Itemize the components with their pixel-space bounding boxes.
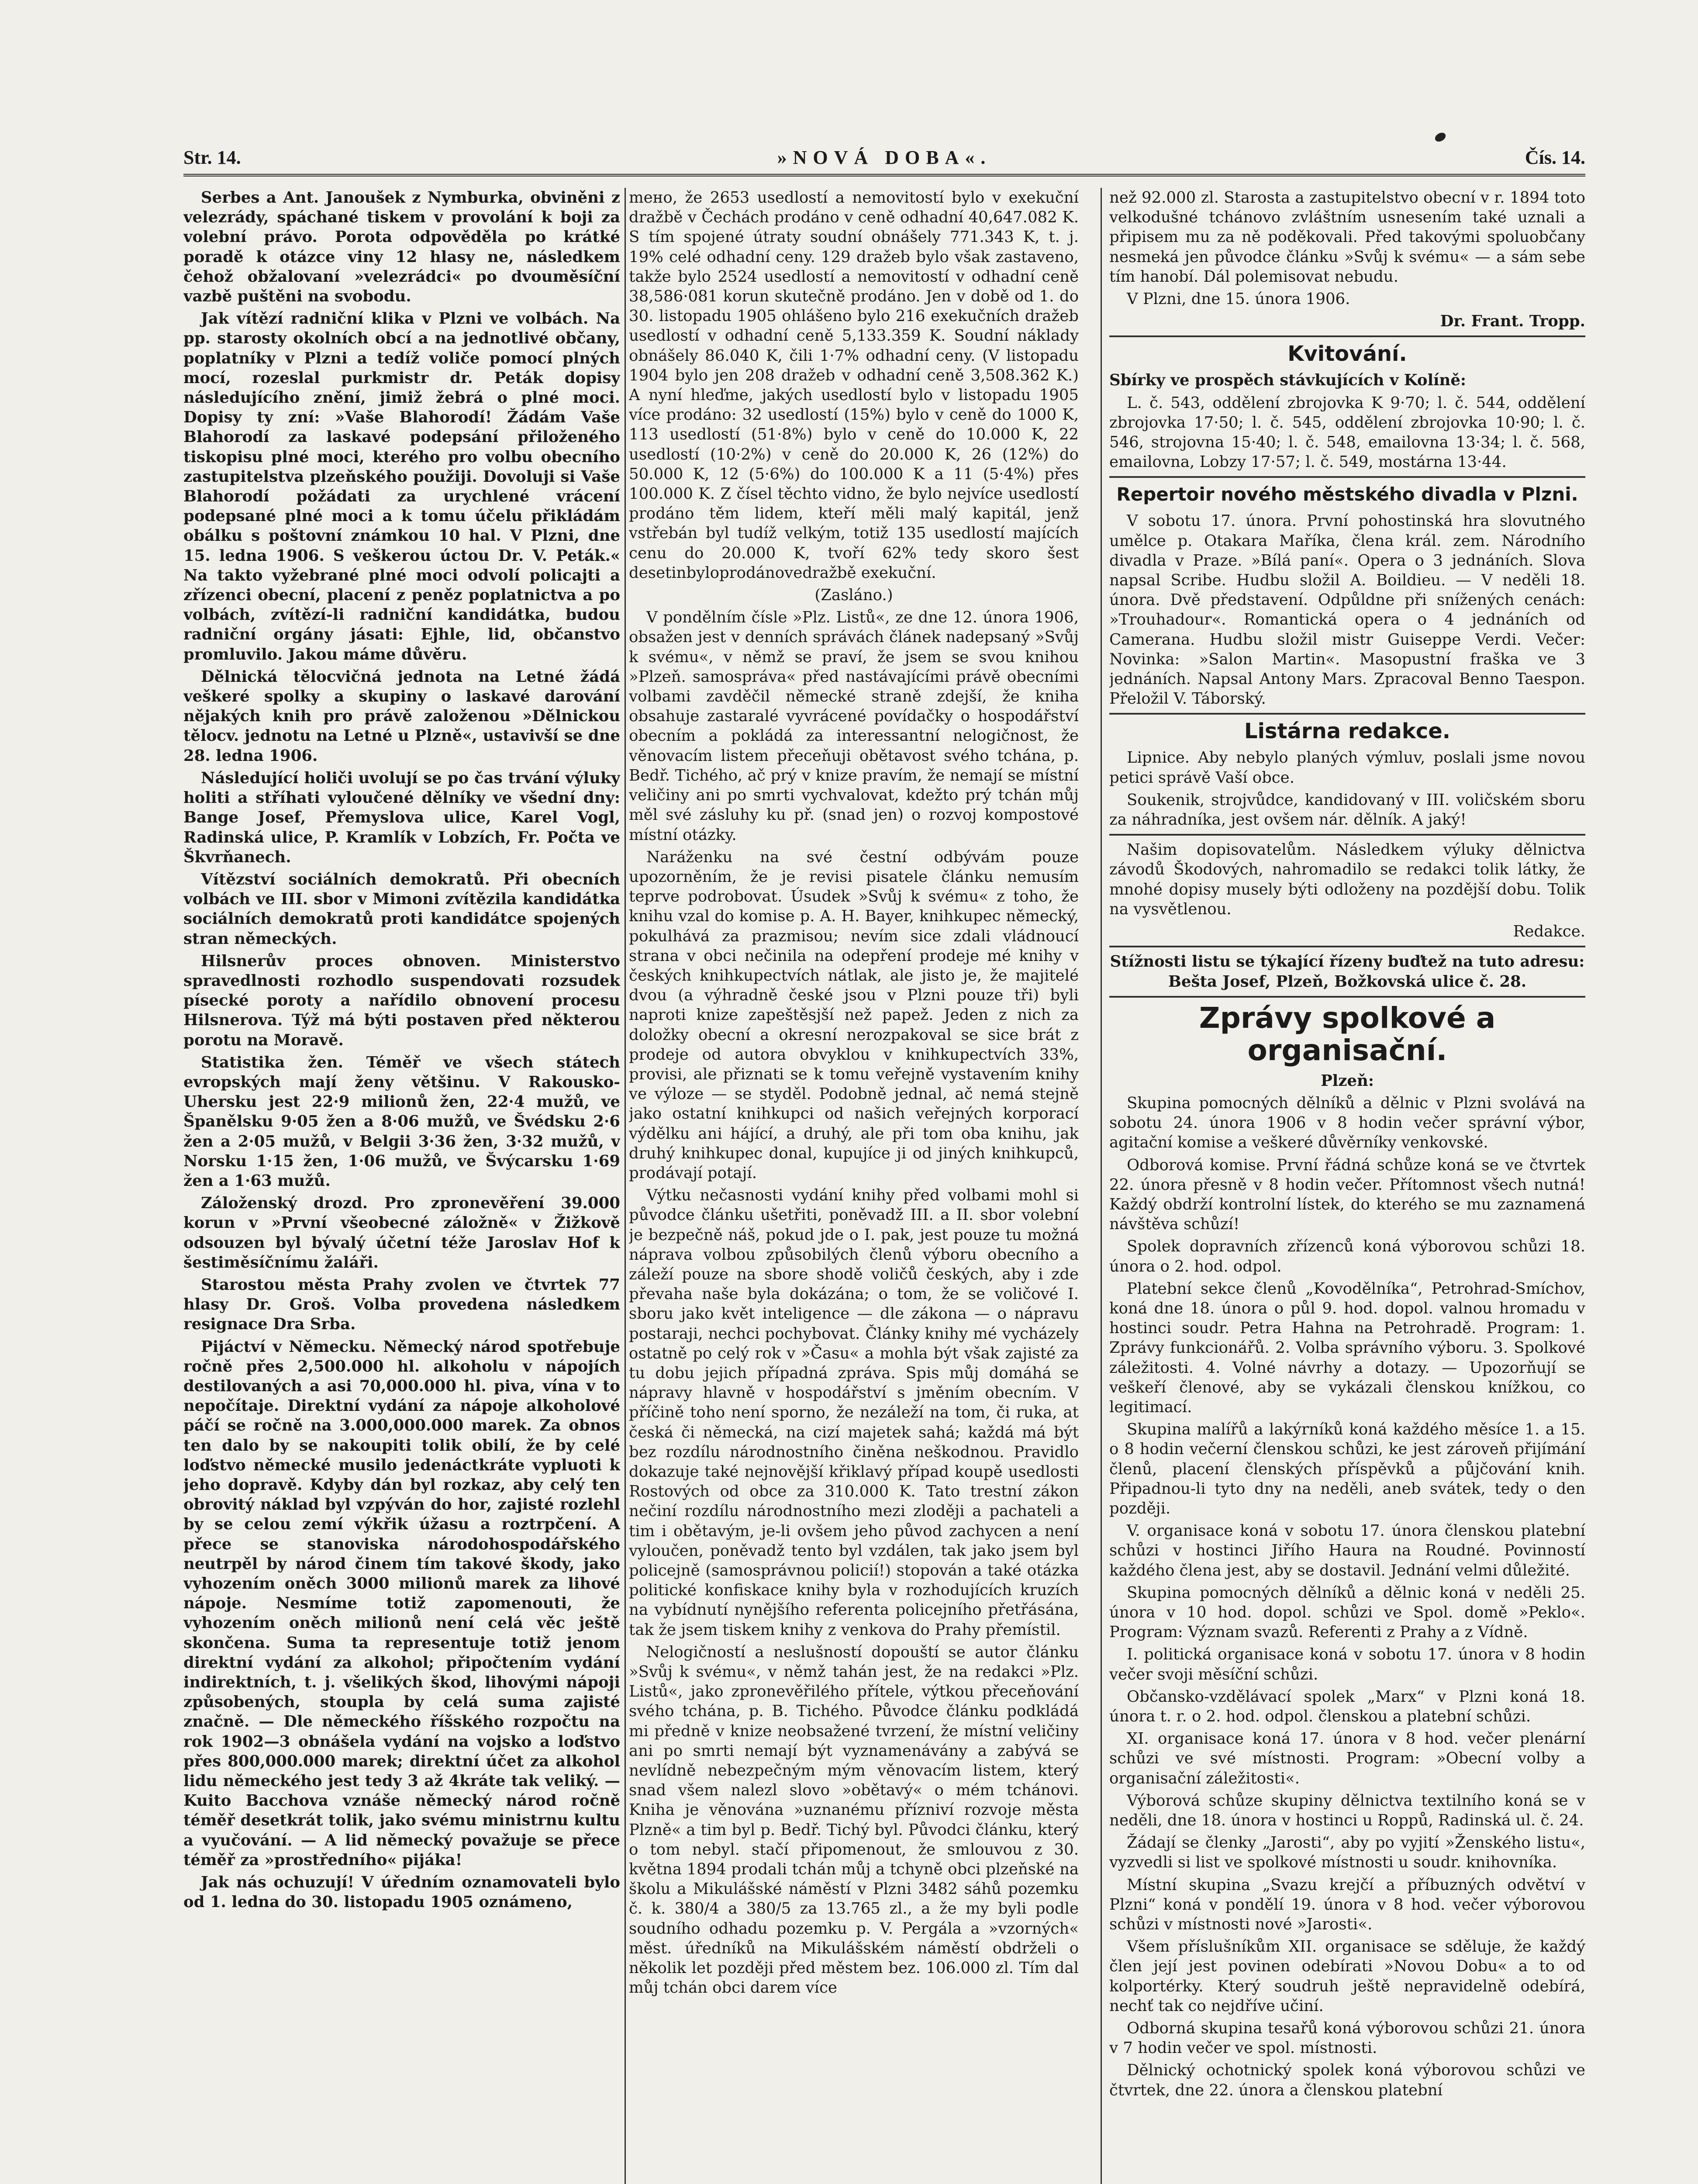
- club-notice: Skupina pomocných dělníků a dělnic v Plzni svolává na sobotu 24. února 1906 v 8 hodin večer správní výbor, agitační komise a veškeré důvěrníky venkovské.: [1109, 1094, 1585, 1152]
- divider: [1109, 476, 1585, 478]
- header-rule: [183, 174, 1585, 176]
- article-paragraph: Pijáctví v Německu. Německý národ spotřebuje ročně přes 2,500.000 hl. alkoholu v nápojích destilovaných a asi 70,000.000 hl. piva, vína v to nepočítaje. Direktní vydání za nápoje alkoholové páčí se ročně na 3.000,000.000 marek. Za obnos ten dalo by se nakoupiti tolik obilí, že by celé loďstvo německé musilo jedenáctkráte vypluoti k jeho dopravě. Kdyby dán byl rozkaz, aby celý ten obrovitý náklad byl vzpýván do hor, zajisté rozlehl by se celou zemí výkřik úžasu a roztrpčení. A přece se stanoviska národohospodářského neutrpěl by národ činem tím takové škody, jako vyhozením oněch 3000 milionů marek za lihové nápoje. Nesmíme totiž zapomenouti, že vyhozením oněch milionů není celá věc ještě skončena. Suma ta representuje totiž jenom direktní vydání za alkohol; připočtením vydání indirektních, t. j. všelikých škod, lihovými nápoji způsobených, stoupla by celá suma zajisté značně. — Dle německého říšského rozpočtu na rok 1902—3 obnášela vydání na vojsko a loďstvo přes 800,000.000 marek; direktní účet za alkohol lidu německého jest tedy 3 až 4kráte tak veliký. — Kuito Bacchova vznáše německý národ ročně téměř desetkrát tolik, jako svému ministrnu kultu a vyučování. — A lid německý považuje se přece téměř za »prostředního« pijáka!: [183, 1337, 620, 1869]
- column-3: [1109, 188, 1585, 2184]
- club-notice: Spolek dopravních zřízenců koná výborovou schůzi 18. února o 2. hod. odpol.: [1109, 1237, 1585, 1275]
- club-notice: XI. organisace koná 17. února v 8 hod. večer plenární schůzi ve své místnosti. Program: »Obecní volby a organisační záležitosti«.: [1109, 1730, 1585, 1787]
- club-notice: Odborná skupina tesařů koná výborovou schůzi 21. února v 7 hodin večer ve spol. místnosti.: [1109, 2019, 1585, 2057]
- signature: Dr. Frant. Tropp.: [1440, 312, 1585, 331]
- notice-text: Našim dopisovatelům. Následkem výluky dělnictva závodů Škodových, nahromadilo se redakci tolik látky, že mnohé dopisy musely býti odloženy na pozdější dobu. Tolik na vysvětlenou.: [1109, 841, 1585, 918]
- article-paragraph: V pondělním čísle »Plz. Listů«, ze dne 12. února 1906, obsažen jest v denních správách článek nadepsaný »Svůj k svému«, v němž se praví, že jsem se svou knihou »Plzeň. samospráva« před nastávajícími právě obecními volbami zavděčil německé straně zdejší, že kniha obsahuje zastaralé vyvrácené povídačky o hospodářství obecním a pokládá za interessantní nelogičnost, že věnovacím listem přeceňuji obětavost svého tchána, p. Bedř. Tichého, ač prý v knize pravím, že nemají se místní veličiny ani po smrti vychvalovat, kdežto prý tchán můj měl své zásluhy ku př. (snad jen) o rozvoj kompostové místní otázky.: [629, 608, 1079, 844]
- club-notice: Výborová schůze skupiny dělnictva textilního koná se v neděli, dne 18. února v hostinci u Roppů, Radinská ul. č. 24.: [1109, 1791, 1585, 1830]
- kvitovani-heading: Kvitování.: [1287, 342, 1407, 366]
- article-paragraph: Naráženku na své čestní odbývám pouze upozorněním, že je revisi pisatele článku nemusím teprve podrobovat. Úsudek »Svůj k svému« z toho, že knihu vzal do komise p. A. H. Bayer, knihkupec německý, pokulhává za prazmisou; nevím sice zdali vládnoucí strana v obci nečinila na odepření prodeje mé knihy v českých knihkupectvích nátlak, ale jisto je, že majitelé dvou (a výhradně české jsou v Plzni pouze tři) byli naproti knize zapeštěsjší než papež. Jeden z nich za doložky obecní a okresní nerozpakoval se sice brát z prodeje od autora obvyklou v knihkupectvích 33%, provisi, ale přiznati se k tomu veřejně vystavením knihy ve výloze — se styděl. Podobně jednal, ač nemá stejně jako ostatní knihkupci od našich veřejných korporací výdělku ani hájící, a druhý, ale při tom oba knihu, jak druhý knihkupec donal, kupujíce ji od jiných knihkupců, prodávají potají.: [629, 848, 1079, 1182]
- kvitovani-subtitle: Sbírky ve prospěch stávkujících v Kolíně:: [1109, 371, 1467, 390]
- divider: [1109, 834, 1585, 836]
- club-notice: Skupina malířů a lakýrníků koná každého měsíce 1. a 15. o 8 hodin večerní členskou schůzi, ke jest zároveň přijímání členů, placení členských příspěvků a půjčování knih. Připadnou-li tyto dny na neděli, aneb svátek, tedy o den později.: [1109, 1420, 1585, 1517]
- article-paragraph: Jak vítězí radniční klika v Plzni ve volbách. Na pp. starosty okolních obcí a na jednotlivé občany, poplatníky v Plzni a tedíž voliče pomocí plných mocí, rozeslal purkmistr dr. Peták dopisy následujícího znění, jimiž žebrá o plné moci. Dopisy ty zní: »Vaše Blahorodí! Žádám Vaše Blahorodí za laskavé podepsání přiloženého tiskopisu plné moci, kterého pro volbu obecního zastupitelstva plzeňského použiji. Dovoluji si Vaše Blahorodí požádati za urychlené vrácení podepsané plné moci a k tomu účelu přikládám obálku s poštovní známkou 10 hal. V Plzni, dne 15. ledna 1906. S veškerou úctou Dr. V. Peták.« Na takto vyžebrané plné moci odvolí policajti a zřízenci obecní, placení z peněz poplatnictva a po volbách, zvítězí-li radniční kandidátka, budou radniční orgány jásati: Ejhle, lid, občanstvo promluvilo. Jakou máme důvěru.: [183, 310, 620, 663]
- club-notice: Platební sekce členů „Kovodělníka“, Petrohrad-Smíchov, koná dne 18. února o půl 9. hod. dopol. valnou hromadu v hostinci soudr. Petra Hahna na Petrohradě. Program: 1. Zprávy funkcionářů. 2. Volba správního výboru. 3. Spolkové záležitosti. 4. Volné návrhy a dotazy. — Upozorňují se veškeří členové, aby se vykázali členskou knížkou, co legitimací.: [1109, 1279, 1585, 1416]
- article-paragraph: Následující holiči uvolují se po čas trvání výluky holiti a stříhati vyloučené dělníky ve všední dny: Bange Josef, Přemyslova ulice, Karel Vogl, Radinská ulice, P. Kramlík v Lobzích, Fr. Počta ve Škvrňanech.: [183, 769, 620, 866]
- listarna-item: Lipnice. Aby nebylo planých výmluv, poslali jsme novou petici správě Vaší obce.: [1109, 749, 1585, 787]
- city-heading: Plzeň:: [1321, 1071, 1374, 1090]
- column-divider-1: [625, 188, 626, 2184]
- complaints-notice: Stížnosti listu se týkající řízeny buďtež na tuto adresu: Bešta Josef, Plzeň, Božkovská ulice č. 28.: [1110, 953, 1585, 991]
- article-paragraph: mено, že 2653 usedlostí a nemovitostí bylo v exekuční dražbě v Čechách prodáno v ceně odhadní 40,647.082 K. S tím spojené útraty soudní obnášely 771.343 K, t. j. 19% celé odhadní ceny. 129 dražeb bylo však zastaveno, takže bylo 2524 usedlostí a nemovitostí v odhadní ceně 38,586·081 korun skutečně prodáno. Jen v době od 1. do 30. listopadu 1905 ohlášeno bylo 216 exekučních dražeb usedlostí v odhadní ceně 5,133.359 K. Soudní náklady obnášely 86.040 K, čili 1·7% odhadní ceny. (V listopadu 1904 bylo jen 208 dražeb v odhadní ceně 3,508.362 K.) A nyní hleďme, jakých usedlostí bylo v listopadu 1905 více prodáno: 32 usedlostí (15%) bylo v ceně do 1000 K, 113 usedlostí (51·8%) bylo v ceně do 10.000 K, 22 usedlostí (10·2%) v ceně do 20.000 K, 26 (12%) do 50.000 K, 12 (5·6%) do 100.000 K a 11 (5·4%) přes 100.000 K. Z čísel těchto vidno, že bylo nejvíce usedlostí prodáno těm lidem, kteří měli malý kapitál, jenž vstřebán byl tudíž velkým, totiž 135 usedlostí majících cenu do 20.000 K, tvoří 62% tedy skoro šest desetinbyloprodánovedražbě exekuční.: [629, 189, 1079, 582]
- article-paragraph: Vítězství sociálních demokratů. Při obecních volbách ve III. sbor v Mimoni zvítězila kandidátka sociálních demokratů proti kandidátce spojených stran německých.: [183, 870, 620, 948]
- divider: [1109, 946, 1585, 947]
- article-paragraph: Jak nás ochuzují! V úředním oznamovateli bylo od 1. ledna do 30. listopadu 1905 oznámeno,: [183, 1873, 620, 1911]
- club-notice: Skupina pomocných dělníků a dělnic koná v neděli 25. února v 10 hod. dopol. schůzi ve Spol. domě »Peklo«. Program: Význam svazů. Referenti z Prahy a z Vídně.: [1109, 1583, 1585, 1641]
- repertoir-heading: Repertoir nového městského divadla v Plzni.: [1116, 484, 1578, 505]
- article-paragraph: Starostou města Prahy zvolen ve čtvrtek 77 hlasy Dr. Groš. Volba provedena následkem resignace Dra Srba.: [183, 1275, 620, 1334]
- kvitovani-text: L. č. 543, oddělení zbrojovka K 9·70; l. č. 544, oddělení zbrojovka 17·50; l. č. 545, oddělení zbrojovka 10·90; l. č. 546, strojovna 15·40; l. č. 548, emailovna 13·34; l. č. 568, emailovna, Lobzy 17·57; l. č. 549, mostárna 13·44.: [1109, 394, 1585, 471]
- divider: [1109, 335, 1585, 337]
- article-paragraph: Záloženský drozd. Pro zpronevěření 39.000 korun v »První všeobecné záložně« v Žižkově odsouzen byl bývalý účetní téže Jaroslav Hof k šestiměsíčnímu žaláři.: [183, 1194, 620, 1272]
- club-notice: Odborová komise. První řádná schůze koná se ve čtvrtek 22. února přesně v 8 hodin večer. Přítomnost všech nutná! Každý obdrží kontrolní lístek, do kterého se mu zaznamená návštěva schůzí!: [1109, 1156, 1585, 1234]
- club-notice: Všem příslušníkům XII. organisace se sděluje, že každý člen její jest povinen odebírati »Novou Dobu« a to od kolportérky. Který soudruh ještě nepravidelně odebírá, nechť tak co nejdříve učiní.: [1109, 1938, 1585, 2015]
- zpravy-heading: Zprávy spolkové a organisační.: [1199, 1001, 1496, 1067]
- article-paragraph: Hilsnerův proces obnoven. Ministerstvo spravedlnosti rozhodlo suspendovati rozsudek písecké poroty a nařídilo obnovení procesu Hilsnerova. Týž má býti postaven před některou porotu na Moravě.: [183, 952, 620, 1049]
- club-notice: Občansko-vzdělávací spolek „Marx“ v Plzni koná 18. února t. r. o 2. hod. odpol. členskou a platební schůzi.: [1109, 1687, 1585, 1725]
- club-notice: V. organisace koná v sobotu 17. února členskou platební schůzi v hostinci Jiřího Haura na Roudné. Povinností každého člena jest, aby se dostavil. Jednání velmi důležité.: [1109, 1522, 1585, 1579]
- article-paragraph: Dělnická tělocvičná jednota na Letné žádá veškeré spolky a skupiny o laskavé darování nějakých knih pro právě založenou »Dělnickou tělocv. jednotu na Letné u Plzně«, ustavivší se dne 28. ledna 1906.: [183, 667, 620, 765]
- article-paragraph: Výtku nečasnosti vydání knihy před volbami mohl si původce článku ušetřiti, poněvadž III. a II. sbor volební je bezpečně náš, pokud jde o I. pak, jest pouze tu možná náprava volbou způsobilých členů výboru obecního a záleží pouze na sbore shodě voličů českých, aby i zde převaha naše byla dokázána; o tom, že se voličové I. sboru jako květ inteligence — dle zákona — o nápravu postaraji, nechci pochybovat. Články knihy mé vycházely ostatně po celý rok v »Času« a mohla být však zajisté za tu dobu jejich případná zpráva. Spis můj domáhá se nápravy hlavně v hospodářství s jměním obecním. V příčině toho není sporno, že nezáleží na tom, či ruka, at česká či německá, na cizí majetek sahá; každá má být bez rozdílu národnostního činěna neškodnou. Pravidlo dokazuje také nejnovější křiklavý případ koupě usedlosti Rostových od obce za 310.000 K. Tato trestní zákon nečiní rozdílu národnostního mezi zloději a pachateli a tim i obětavým, je-li ovšem jeho původ zachycen a není vyloučen, poněvadž tento byl vzdálen, tak jako jsem byl policejně (samosprávnou policií!) stopován a také otázka politické konfiskace knihy byla v rozhodujících kruzích na vybídnutí nynějšího referenta policejního přetřásána, tak že jsem tiskem knihy z venkova do Prahy přemístil.: [629, 1186, 1079, 1639]
- listarna-heading: Listárna redakce.: [1244, 719, 1451, 744]
- article-paragraph: V Plzni, dne 15. února 1906.: [1127, 290, 1350, 308]
- divider: [1109, 713, 1585, 715]
- page-header: [183, 146, 1585, 173]
- club-notice: Dělnický ochotnický spolek koná výborovou schůzi ve čtvrtek, dne 22. února a členskou platební: [1109, 2061, 1585, 2099]
- column-divider-2: [1101, 188, 1102, 2184]
- club-notice: Žádají se členky „Jarosti“, aby po vyjití »Ženského listu«, vyzvedli si list ve spolkové místnosti u soudr. knihovníka.: [1109, 1834, 1585, 1872]
- column-2: [629, 188, 1079, 2184]
- newspaper-title: »NOVÁ DOBA«.: [777, 147, 992, 168]
- redakce-sign: Redakce.: [1513, 923, 1585, 941]
- divider: [1109, 996, 1585, 998]
- club-notice: I. politická organisace koná v sobotu 17. února v 8 hodin večer svoji měsíční schůzi.: [1109, 1645, 1585, 1683]
- page-number-left: Str. 14.: [183, 147, 241, 168]
- article-paragraph: než 92.000 zl. Starosta a zastupitelstvo obecní v r. 1894 toto velkodušné tchánovo zvláštním usnesením také uznali a připisem mu za ně poděkovali. Před takovými spoluobčany nesmeká jen původce článku »Svůj k svému« — a sám sebe tím hanobí. Dál polemisovat nebudu.: [1109, 189, 1585, 286]
- club-notice: Místní skupina „Svazu krejčí a příbuzných odvětví v Plzni“ koná v pondělí 19. února v 8 hod. večer výborovou schůzi v místnosti nové »Jarosti«.: [1109, 1876, 1585, 1934]
- ink-spot: [1433, 131, 1447, 144]
- article-paragraph: (Zasláno.): [814, 586, 893, 605]
- article-paragraph: Serbes a Ant. Janoušek z Nymburka, obviněni z velezrády, spáchané tiskem v provolání k boji za volební právo. Porota odpověděla po krátké poradě k otázce viny 12 hlasy ne, následkem čehož obžalovaní »velezrádci« po dvouměsíční vazbě puštěni na svobodu.: [183, 189, 620, 306]
- listarna-item: Soukenik, strojvůdce, kandidovaný v III. voličském sboru za náhradníka, jest ovšem nár. dělník. A jaký!: [1109, 791, 1585, 829]
- article-paragraph: Nelogičností a neslušností dopouští se autor článku »Svůj k svému«, v němž tahán jest, že na redakci »Plz. Listů«, jako zpronevěřilého přítele, výtkou přeceňování svého tchána, p. B. Tichého. Původce článku podkládá mi předně v knize neobsažené tvrzení, že místní veličiny ani po smrti nemají být vyznamenávány a zabývá se nevlídně nebezpečným mým věnovacím listem, který snad všem nalezl slovo »obětavý« o mém tchánovi. Kniha je věnována »uznanému přízniví rozvoje města Plzně« a tim byl p. Bedř. Tichý byl. Původci článku, který o tom nebyl. stačí připomenout, že smlouvou z 30. května 1894 prodali tchán můj a tchyně obci plzeňské na školu a Mikulášské náměstí v Plzni 3482 sáhů pozemku č. k. 380/4 a 380/5 za 13.765 zl., a že my byli podle soudního odhadu pozemku p. V. Pergála a »vzorných« měst. úředníků na Mikulášském náměstí obdrželi o několik let později před městem bez. 106.000 zl. Tím dal můj tchán obci darem více: [629, 1643, 1079, 1997]
- article-paragraph: Statistika žen. Téměř ve všech státech evropských mají ženy většinu. V Rakousko-Uhersku jest 22·9 milionů žen, 22·4 mužů, ve Španělsku 9·05 žen a 8·06 mužů, ve Švédsku 2·6 žen a 2·05 mužů, v Belgii 3·36 žen, 3·32 mužů, v Norsku 1·15 žen, 1·06 mužů, ve Švýcarsku 1·69 žen a 1·63 mužů.: [183, 1053, 620, 1190]
- repertoir-text: V sobotu 17. února. První pohostinská hra slovutného umělce p. Otakara Maříka, člena král. zem. Národního divadla v Praze. »Bílá paní«. Opera o 3 jednáních. Slova napsal Scribe. Hudbu složil A. Boildieu. — V neděli 18. února. Dvě představení. Odpůldne při snížených cenách: »Trouhadour«. Romantická opera o 4 jednáních od Camerana. Hudbu složil mistr Guiseppe Verdi. Večer: Novinka: »Salon Martin«. Masopustní fraška ve 3 jednáních. Napsal Antony Mars. Zpracoval Benno Taespon. Přeložil V. Táborský.: [1109, 512, 1585, 708]
- column-1: [183, 188, 620, 2184]
- issue-number: Čís. 14.: [1525, 147, 1585, 168]
